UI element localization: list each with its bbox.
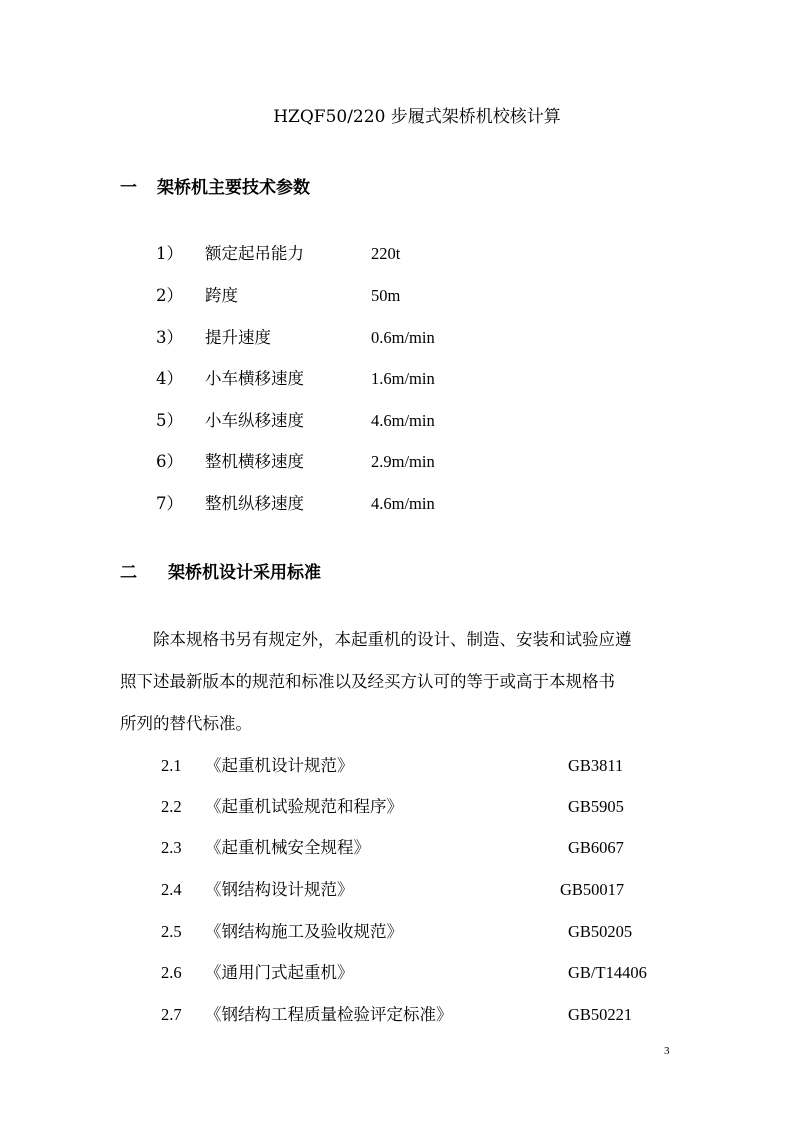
standard-name: 《起重机试验规范和程序》 bbox=[205, 797, 403, 816]
param-index: 7） bbox=[156, 494, 183, 513]
standard-name: 《钢结构设计规范》 bbox=[205, 880, 354, 899]
param-index: 6） bbox=[156, 452, 183, 471]
section1-title: 架桥机主要技术参数 bbox=[157, 178, 310, 198]
standard-name: 《钢结构工程质量检验评定标准》 bbox=[205, 1005, 453, 1024]
page-number: 3 bbox=[664, 1045, 670, 1057]
standard-code: GB50017 bbox=[560, 880, 625, 899]
param-name: 跨度 bbox=[205, 286, 238, 305]
standard-code: GB/T14406 bbox=[568, 963, 647, 982]
standard-code: GB5905 bbox=[568, 797, 624, 816]
standard-name: 《起重机械安全规程》 bbox=[205, 838, 370, 857]
param-index: 1） bbox=[156, 244, 183, 263]
standard-code: GB50205 bbox=[568, 922, 633, 941]
standard-index: 2.6 bbox=[161, 963, 182, 982]
param-value: 50m bbox=[371, 286, 401, 305]
param-name: 额定起吊能力 bbox=[205, 244, 304, 263]
section1-number: 一 bbox=[120, 178, 137, 198]
paragraph-line: 所列的替代标准。 bbox=[120, 714, 252, 733]
param-index: 3） bbox=[156, 328, 183, 347]
param-name: 小车纵移速度 bbox=[205, 411, 304, 430]
section2-title: 架桥机设计采用标准 bbox=[168, 563, 321, 583]
param-value: 0.6m/min bbox=[371, 328, 435, 347]
standard-code: GB6067 bbox=[568, 838, 624, 857]
paragraph-line: 照下述最新版本的规范和标准以及经买方认可的等于或高于本规格书 bbox=[120, 672, 615, 691]
section2-number: 二 bbox=[120, 563, 137, 583]
standard-name: 《起重机设计规范》 bbox=[205, 756, 354, 775]
standard-index: 2.1 bbox=[161, 756, 182, 775]
param-value: 1.6m/min bbox=[371, 369, 435, 388]
standard-index: 2.3 bbox=[161, 838, 182, 857]
param-index: 5） bbox=[156, 411, 183, 430]
param-name: 小车横移速度 bbox=[205, 369, 304, 388]
standard-index: 2.5 bbox=[161, 922, 182, 941]
param-index: 4） bbox=[156, 369, 183, 388]
paragraph-line: 除本规格书另有规定外，本起重机的设计、制造、安装和试验应遵 bbox=[120, 630, 632, 649]
standard-code: GB50221 bbox=[568, 1005, 633, 1024]
param-value: 220t bbox=[371, 244, 401, 263]
param-index: 2） bbox=[156, 286, 183, 305]
standard-index: 2.4 bbox=[161, 880, 182, 899]
param-name: 整机纵移速度 bbox=[205, 494, 304, 513]
param-value: 2.9m/min bbox=[371, 452, 435, 471]
standard-name: 《钢结构施工及验收规范》 bbox=[205, 922, 403, 941]
param-name: 提升速度 bbox=[205, 328, 271, 347]
standard-index: 2.2 bbox=[161, 797, 182, 816]
standard-name: 《通用门式起重机》 bbox=[205, 963, 354, 982]
document-title: HZQF50/220 步履式架桥机校核计算 bbox=[273, 107, 561, 127]
param-value: 4.6m/min bbox=[371, 411, 435, 430]
param-value: 4.6m/min bbox=[371, 494, 435, 513]
standard-code: GB3811 bbox=[568, 756, 624, 775]
standard-index: 2.7 bbox=[161, 1005, 182, 1024]
param-name: 整机横移速度 bbox=[205, 452, 304, 471]
